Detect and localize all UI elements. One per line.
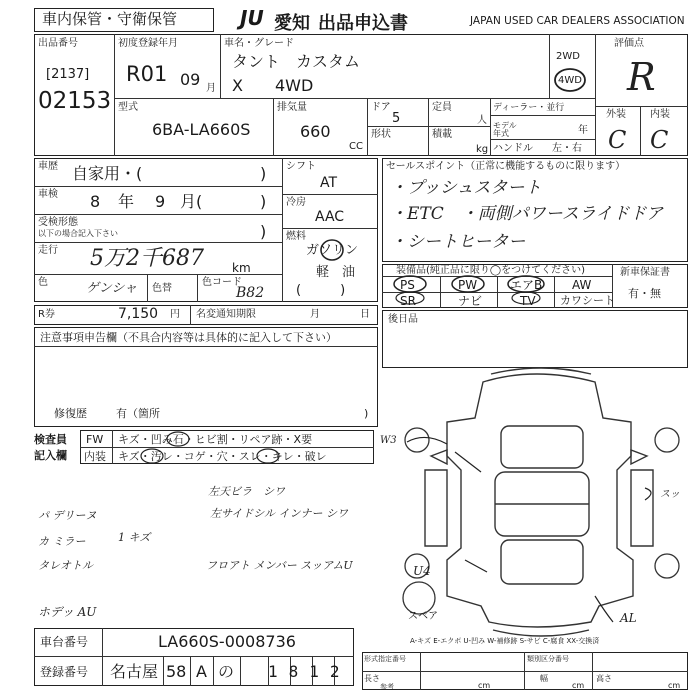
hand-note-4: カ ミラー bbox=[38, 535, 86, 548]
fuel-label: 燃料 bbox=[286, 231, 306, 242]
name-grade-label: 車名・グレード bbox=[224, 38, 294, 49]
repaint-label: 色替 bbox=[152, 283, 172, 294]
reg-kana-a: A bbox=[196, 662, 207, 681]
inspector-circles bbox=[110, 430, 380, 466]
top-info-block bbox=[34, 34, 688, 156]
car-name: タント カスタム bbox=[232, 52, 361, 71]
diagram-mark-w3: W3 bbox=[380, 435, 397, 446]
usage-close: ) bbox=[260, 164, 267, 183]
equip-pw: PW bbox=[458, 278, 478, 292]
inspector-row1-head: FW bbox=[86, 433, 104, 446]
ac-value: AAC bbox=[315, 209, 345, 225]
usage: 自家用・( bbox=[72, 164, 143, 183]
storage-tag-text: 車内保管・守衛保管 bbox=[42, 10, 178, 28]
shape-label: 形状 bbox=[371, 129, 391, 140]
height-unit: cm bbox=[668, 681, 681, 690]
inspection-label: 車検 bbox=[38, 189, 58, 200]
car-damage-diagram bbox=[395, 360, 690, 640]
door-count: 5 bbox=[392, 111, 401, 126]
diagram-mark-u4: U4 bbox=[413, 564, 431, 578]
lot-number-label: 出品番号 bbox=[38, 38, 78, 49]
height-label: 高さ bbox=[596, 674, 612, 683]
width-unit: cm bbox=[572, 681, 585, 690]
insp-year: 8 bbox=[90, 192, 101, 211]
displacement: 660 bbox=[300, 122, 331, 141]
lot-number: 02153 bbox=[38, 88, 112, 114]
equip-aw: AW bbox=[572, 278, 592, 292]
repair-history-close: ) bbox=[364, 407, 369, 420]
notice-day: 日 bbox=[360, 309, 370, 320]
hand-note-5: 1 キズ bbox=[118, 531, 151, 544]
diagram-legend: A-キズ E-エクボ U-凹み W-補修跡 S-サビ C-腐食 XX-交換済 bbox=[410, 637, 600, 645]
equipment-label: 装備品(純正品に限り◯をつけてください) bbox=[396, 265, 585, 276]
form-number-label: 形式指定番号 bbox=[364, 655, 406, 663]
inspector-row2-head: 内装 bbox=[84, 450, 106, 463]
mileage-hand: 5万2千687 bbox=[90, 246, 204, 271]
drive-4wd: 4WD bbox=[558, 75, 582, 86]
shift-value: AT bbox=[320, 175, 338, 191]
mileage-label: 走行 bbox=[38, 245, 58, 256]
transfer-note: 以下の場合記入下さい bbox=[38, 229, 118, 238]
mileage-unit: km bbox=[232, 261, 251, 275]
inspector-row1: キズ・凹み石・ヒビ割・リペア跡・X要 bbox=[118, 433, 313, 446]
reg-city: 名古屋 bbox=[110, 662, 159, 681]
load-label: 積載 bbox=[432, 129, 452, 140]
hand-note-7: フロアト メンバー スッアムU bbox=[206, 559, 353, 572]
cc-unit: CC bbox=[349, 141, 363, 152]
selling-point-2: ・ETC ・両側パワースライドドア bbox=[390, 204, 663, 224]
color-code-label: 色コード bbox=[202, 277, 242, 288]
first-reg-era: R01 bbox=[126, 62, 168, 86]
equip-sr: SR bbox=[400, 294, 416, 308]
notice-deadline-label: 名変通知期限 bbox=[196, 309, 256, 320]
fuel-diesel: 軽 油 bbox=[316, 265, 356, 280]
notice-month: 月 bbox=[310, 309, 320, 320]
color-label: 色 bbox=[38, 277, 48, 288]
capacity-label: 定員 bbox=[432, 102, 452, 113]
form-title: 出品申込書 bbox=[318, 13, 408, 34]
inspector-row2: キズ・汚レ・コゲ・穴・スレ・キレ・破レ bbox=[118, 450, 327, 463]
equip-airbag: エアB bbox=[510, 278, 543, 292]
transfer-close: ) bbox=[260, 222, 267, 241]
ju-logo: JU bbox=[240, 6, 264, 30]
type-number-label: 類別区分番号 bbox=[527, 655, 569, 663]
selling-point-1: ・プッシュスタート bbox=[390, 178, 542, 198]
spare-label: スペア bbox=[408, 611, 438, 622]
usage-label: 車歴 bbox=[38, 161, 58, 172]
capacity-unit: 人 bbox=[477, 115, 487, 126]
org-name: 愛知 bbox=[274, 13, 310, 34]
equipment-circles bbox=[382, 264, 612, 308]
load-unit: kg bbox=[476, 144, 489, 155]
insp-year-unit: 年 bbox=[118, 192, 135, 211]
first-reg-month-unit: 月 bbox=[206, 83, 216, 94]
car-grade: X 4WD bbox=[232, 76, 314, 95]
interior-label: 内装 bbox=[650, 109, 670, 120]
first-reg-month: 09 bbox=[180, 70, 201, 89]
warranty-label: 新車保証書 bbox=[620, 267, 670, 278]
fuel-gasoline-circle bbox=[318, 238, 346, 262]
equip-tv: TV bbox=[520, 294, 536, 308]
diagram-mark-right: スッ bbox=[660, 489, 680, 500]
displacement-label: 排気量 bbox=[277, 102, 307, 113]
drive-2wd: 2WD bbox=[556, 51, 580, 62]
lot-sub-number: [2137] bbox=[46, 67, 90, 82]
recycle-label: R券 bbox=[38, 309, 55, 320]
model-label: 型式 bbox=[118, 102, 138, 113]
length-unit: cm bbox=[478, 681, 491, 690]
exterior-score: C bbox=[608, 126, 627, 154]
association-name: JAPAN USED CAR DEALERS ASSOCIATION bbox=[470, 15, 685, 27]
later-docs-label: 後日品 bbox=[388, 314, 418, 325]
repair-history-label: 修復歴 bbox=[54, 407, 87, 420]
hand-note-6: タレオトル bbox=[38, 559, 93, 572]
dealer-label: ディーラー・並行 bbox=[493, 103, 565, 113]
reg-kana: の bbox=[218, 662, 235, 681]
insp-month-unit: 月( bbox=[180, 192, 203, 211]
insp-close: ) bbox=[260, 192, 267, 211]
selling-point-3: ・シートヒーター bbox=[390, 232, 526, 252]
exterior-label: 外装 bbox=[606, 109, 626, 120]
inspector-label-1: 検査員 bbox=[34, 433, 67, 446]
color-code: B82 bbox=[236, 285, 265, 301]
interior-score: C bbox=[650, 126, 669, 154]
selling-points-label: セールスポイント（正常に機能するものに限ります） bbox=[386, 161, 626, 172]
color-hand: ゲンシャ bbox=[86, 281, 138, 296]
repair-history-value: 有（箇所 bbox=[116, 407, 160, 420]
reg-class: 58 bbox=[166, 662, 187, 681]
width-label: 幅 bbox=[540, 674, 548, 683]
handle-options: 左・右 bbox=[552, 143, 582, 154]
recycle-unit: 円 bbox=[170, 309, 180, 320]
notes-label: 注意事項申告欄（不具合内容等は具体的に記入して下さい） bbox=[40, 331, 337, 344]
equip-navi: ナビ bbox=[458, 294, 483, 308]
transfer-label: 受検形態 bbox=[38, 217, 78, 228]
shift-label: シフト bbox=[286, 161, 316, 172]
hand-note-8: ホデッ AU bbox=[38, 605, 97, 619]
year-unit: 年 bbox=[578, 125, 588, 136]
equip-ps: PS bbox=[400, 278, 415, 292]
drive-4wd-circle bbox=[552, 67, 588, 93]
warranty-value: 有・無 bbox=[628, 287, 661, 300]
chassis-label: 車台番号 bbox=[40, 635, 89, 649]
insp-month: 9 bbox=[155, 192, 166, 211]
fuel-gasoline: ガソリン bbox=[306, 243, 359, 258]
inspector-label-2: 記入欄 bbox=[34, 449, 67, 462]
rating-score-label: 評価点 bbox=[614, 38, 644, 49]
handle-label: ハンドル bbox=[493, 143, 533, 154]
first-reg-label: 初度登録年月 bbox=[118, 38, 178, 49]
length-label: 長さ bbox=[364, 674, 380, 683]
fuel-other: ( ) bbox=[296, 283, 346, 298]
reg-label: 登録番号 bbox=[40, 665, 89, 679]
model-code: 6BA-LA660S bbox=[152, 120, 251, 139]
hand-note-1: 左天ビラ シワ bbox=[208, 485, 285, 498]
door-label: ドア bbox=[371, 102, 391, 113]
recycle-value: 7,150 bbox=[118, 306, 159, 322]
diagram-mark-al: AL bbox=[620, 611, 637, 625]
model-year-label: モデル年式 bbox=[493, 121, 517, 138]
hand-note-3: 左サイドシル インナー シワ bbox=[210, 507, 348, 520]
chassis-number: LA660S-0008736 bbox=[158, 632, 296, 651]
hand-note-2: パ デリーヌ bbox=[38, 509, 97, 522]
rating-score: R bbox=[627, 55, 656, 99]
equip-leather-seat: カワシート bbox=[560, 294, 615, 307]
ac-label: 冷房 bbox=[286, 197, 306, 208]
ref-label: 参考 bbox=[380, 683, 394, 691]
reg-digits: 1812 bbox=[268, 662, 351, 681]
